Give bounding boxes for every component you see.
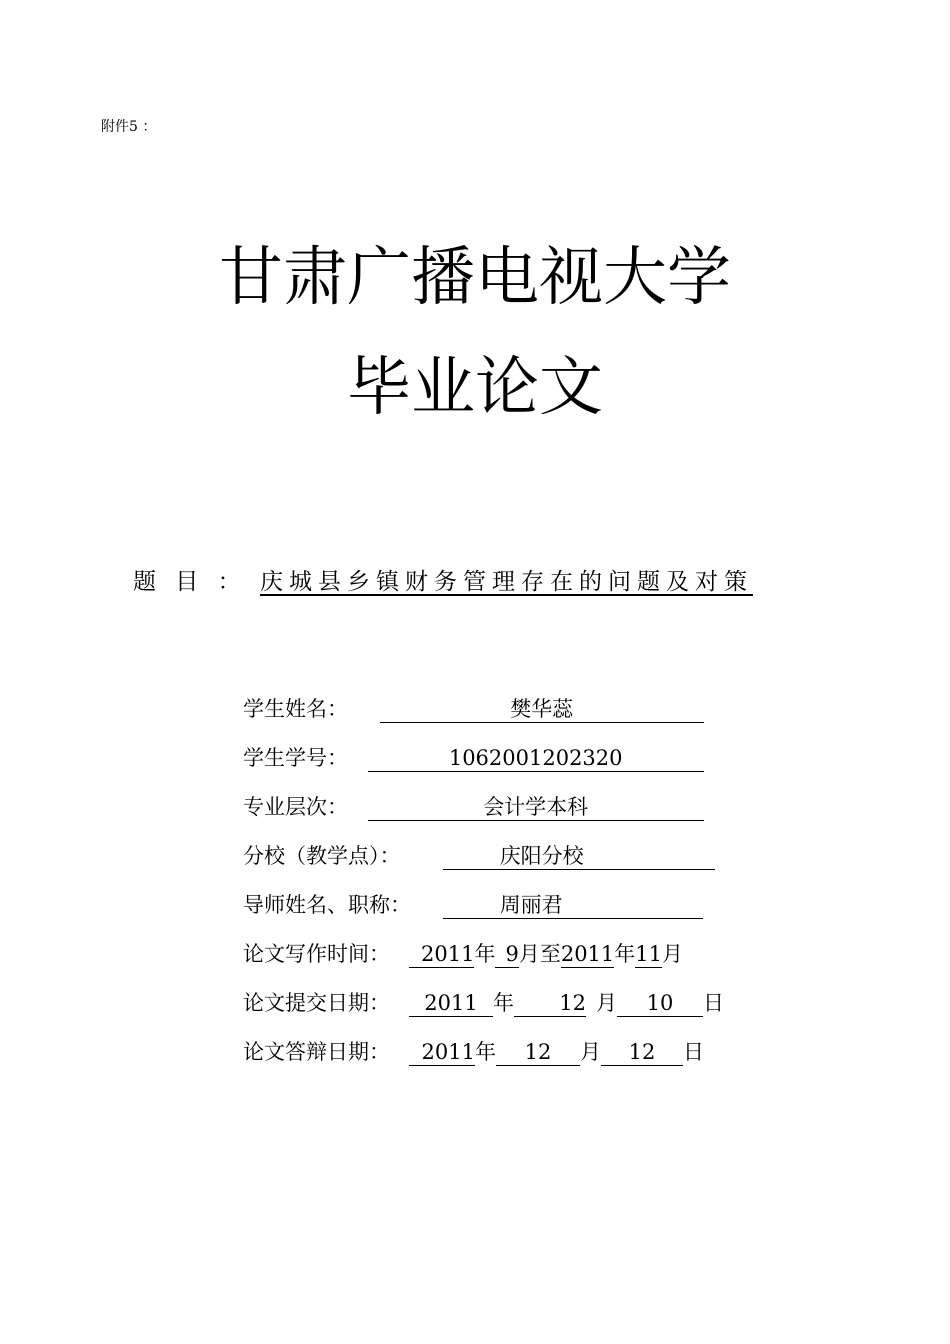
advisor-row bbox=[243, 890, 703, 920]
advisor-value-wrap bbox=[443, 892, 703, 919]
university-title: 甘肃广播电视大学 bbox=[219, 241, 731, 315]
defense-year-char: 年 bbox=[475, 1040, 496, 1064]
advisor-label: 导师姓名、职称： bbox=[243, 893, 411, 917]
student-id-row bbox=[243, 743, 704, 773]
attachment-label: 附件5 ： bbox=[101, 119, 157, 135]
topic-line bbox=[133, 563, 753, 596]
student-id-label: 学生学号： bbox=[243, 746, 348, 770]
defense-date-label: 论文答辩日期： bbox=[243, 1040, 390, 1064]
submit-year: 2011 bbox=[409, 990, 493, 1017]
writing-start-year: 2011 bbox=[409, 941, 474, 968]
submit-date-row bbox=[243, 988, 724, 1018]
major-row bbox=[243, 792, 704, 822]
branch-value: 庆阳分校 bbox=[499, 844, 584, 868]
submit-year-char: 年 bbox=[493, 991, 514, 1015]
branch-label: 分校（教学点）： bbox=[243, 844, 401, 868]
student-name-value: 樊华蕊 bbox=[380, 696, 704, 723]
student-name-row bbox=[243, 694, 704, 724]
student-id-value: 1062001202320 bbox=[368, 745, 704, 772]
writing-end-month: 11 bbox=[635, 942, 663, 966]
writing-month-char: 月至 bbox=[518, 942, 561, 966]
writing-period-label: 论文写作时间： bbox=[243, 942, 390, 966]
defense-day-char: 日 bbox=[683, 1040, 704, 1064]
branch-row bbox=[243, 841, 715, 871]
writing-month-char-2: 月 bbox=[662, 942, 684, 966]
writing-end-year: 2011 bbox=[560, 942, 615, 966]
writing-year-char: 年 bbox=[474, 942, 496, 966]
defense-day: 12 bbox=[601, 1039, 683, 1066]
student-name-label: 学生姓名： bbox=[243, 697, 348, 721]
writing-start-month: 9 bbox=[495, 941, 518, 968]
advisor-value: 周丽君 bbox=[499, 893, 563, 917]
defense-month: 12 bbox=[496, 1039, 580, 1066]
branch-value-wrap bbox=[443, 843, 715, 870]
major-label: 专业层次： bbox=[243, 795, 348, 819]
submit-day: 10 bbox=[617, 990, 703, 1017]
document-type-title: 毕业论文 bbox=[347, 351, 603, 425]
defense-month-char: 月 bbox=[580, 1040, 601, 1064]
submit-month-char: 月 bbox=[596, 991, 617, 1015]
topic-label: 题 目 ： bbox=[133, 569, 247, 595]
major-value: 会计学本科 bbox=[368, 794, 704, 821]
defense-date-row bbox=[243, 1037, 704, 1067]
writing-period-row bbox=[243, 939, 683, 969]
submit-day-char: 日 bbox=[703, 991, 724, 1015]
defense-year: 2011 bbox=[409, 1039, 475, 1066]
writing-year-char-2: 年 bbox=[614, 942, 636, 966]
topic-value: 庆城县乡镇财务管理存在的问题及对策 bbox=[259, 569, 753, 595]
submit-month: 12 bbox=[514, 990, 586, 1017]
submit-date-label: 论文提交日期： bbox=[243, 991, 390, 1015]
